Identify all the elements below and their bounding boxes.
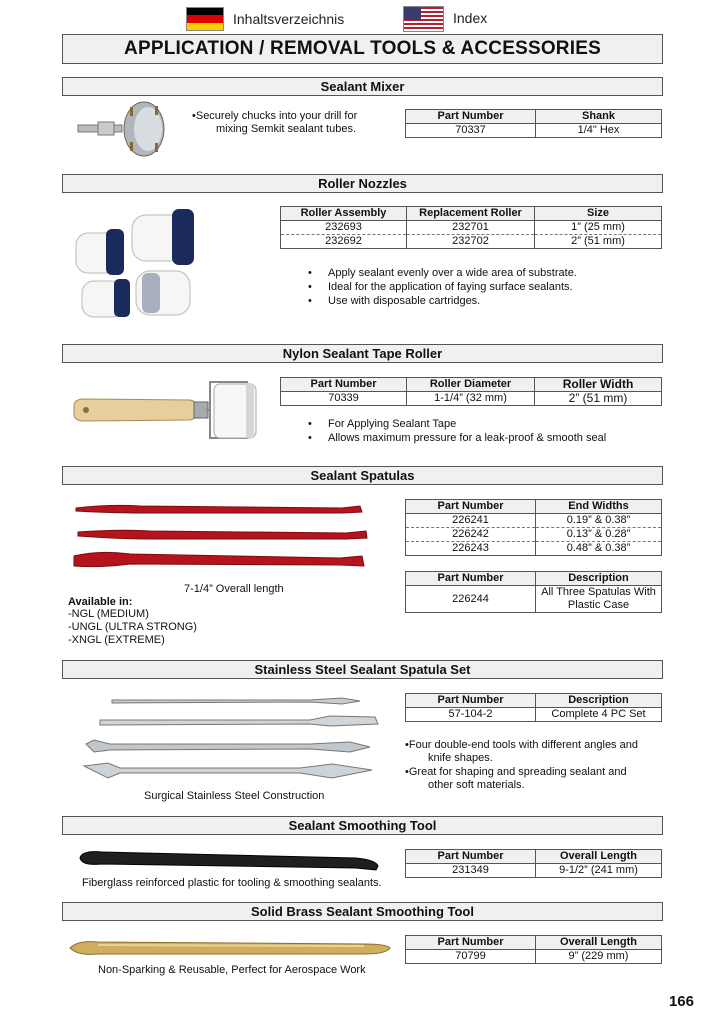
table-cell: 70799 <box>406 950 536 964</box>
col-header: Part Number <box>406 850 536 864</box>
list-item: • For Applying Sealant Tape <box>306 417 606 431</box>
col-header: Part Number <box>406 500 536 514</box>
col-header: Shank <box>536 110 662 124</box>
sealant-spatulas-image <box>70 498 370 580</box>
roller-nozzles-image <box>68 205 208 321</box>
table-cell: 70339 <box>281 392 407 406</box>
brass-tool-image <box>68 936 394 962</box>
table-cell: 232692 <box>281 235 407 249</box>
section-title-sealant-spatulas: Sealant Spatulas <box>62 466 663 485</box>
brass-tool-caption: Non-Sparking & Reusable, Perfect for Aerospace Work <box>98 964 366 976</box>
sealant-mixer-desc-line2: mixing Semkit sealant tubes. <box>216 123 357 135</box>
table-cell: 226242 <box>406 528 536 542</box>
roller-nozzles-bullets <box>306 266 577 308</box>
table-cell: 0.13” & 0.28” <box>536 528 662 542</box>
section-title-roller-nozzles: Roller Nozzles <box>62 174 663 193</box>
section-title-brass-tool: Solid Brass Sealant Smoothing Tool <box>62 902 663 921</box>
table-row <box>406 124 662 138</box>
table-cell: 2” (51 mm) <box>535 392 662 406</box>
smoothing-tool-image <box>76 846 386 876</box>
col-header: Overall Length <box>536 850 662 864</box>
spatula-case-table <box>405 571 662 613</box>
table-row <box>406 528 662 542</box>
table-cell: 1-1/4” (32 mm) <box>407 392 535 406</box>
available-option: -XNGL (EXTREME) <box>68 634 165 646</box>
us-flag-icon[interactable] <box>403 6 444 32</box>
toc-link[interactable]: Inhaltsverzeichnis <box>233 11 345 27</box>
list-item: • Allows maximum pressure for a leak-proof & smooth seal <box>306 431 606 445</box>
table-cell <box>536 586 662 613</box>
overall-length-label: 7-1/4” Overall length <box>184 583 284 595</box>
page-number: 166 <box>668 993 694 1010</box>
available-title: Available in: <box>68 596 133 608</box>
table-cell: Complete 4 PC Set <box>536 708 662 722</box>
table-row <box>406 708 662 722</box>
page-title: APPLICATION / REMOVAL TOOLS & ACCESSORIES <box>62 34 663 64</box>
index-link[interactable]: Index <box>453 10 488 26</box>
table-cell: 232693 <box>281 221 407 235</box>
list-item: • Use with disposable cartridges. <box>306 294 577 308</box>
table-row <box>281 392 662 406</box>
table-row <box>406 586 662 613</box>
stainless-set-caption: Surgical Stainless Steel Construction <box>144 790 325 802</box>
table-cell: 9” (229 mm) <box>536 950 662 964</box>
german-flag-icon[interactable] <box>186 7 224 31</box>
table-cell: 232702 <box>407 235 535 249</box>
col-header: Part Number <box>281 378 407 392</box>
col-header: Description <box>536 694 662 708</box>
table-cell: 57-104-2 <box>406 708 536 722</box>
col-header: Part Number <box>406 694 536 708</box>
col-header: End Widths <box>536 500 662 514</box>
table-cell: 226244 <box>406 586 536 613</box>
section-title-tape-roller: Nylon Sealant Tape Roller <box>62 344 663 363</box>
sealant-mixer-desc-line1: •Securely chucks into your drill for <box>192 110 358 122</box>
col-header: Replacement Roller <box>407 207 535 221</box>
stainless-set-table <box>405 693 662 722</box>
table-cell: 1” (25 mm) <box>535 221 662 235</box>
section-title-sealant-mixer: Sealant Mixer <box>62 77 663 96</box>
table-cell: 231349 <box>406 864 536 878</box>
smoothing-tool-caption: Fiberglass reinforced plastic for tooling & smoothing sealants. <box>82 877 382 889</box>
brass-tool-table <box>405 935 662 964</box>
stainless-bullet-1a: •Four double-end tools with different angles and <box>405 739 638 751</box>
col-header: Part Number <box>406 936 536 950</box>
tape-roller-table <box>280 377 662 406</box>
tape-roller-image <box>70 376 266 448</box>
smoothing-tool-table <box>405 849 662 878</box>
stainless-bullet-2a: •Great for shaping and spreading sealant and <box>405 766 627 778</box>
table-cell: 232701 <box>407 221 535 235</box>
stainless-set-image <box>80 690 380 786</box>
stainless-bullet-2b: other soft materials. <box>428 779 525 791</box>
available-option: -NGL (MEDIUM) <box>68 608 149 620</box>
sealant-spatulas-table <box>405 499 662 556</box>
list-item: • Ideal for the application of faying surface sealants. <box>306 280 577 294</box>
col-header: Roller Diameter <box>407 378 535 392</box>
col-header: Overall Length <box>536 936 662 950</box>
table-cell: 226243 <box>406 542 536 556</box>
available-option: -UNGL (ULTRA STRONG) <box>68 621 197 633</box>
desc-line: Plastic Case <box>567 599 630 611</box>
table-cell: 226241 <box>406 514 536 528</box>
col-header: Roller Assembly <box>281 207 407 221</box>
table-row <box>281 221 662 235</box>
table-cell: 1/4" Hex <box>536 124 662 138</box>
table-cell: 70337 <box>406 124 536 138</box>
table-row <box>406 950 662 964</box>
section-title-stainless-set: Stainless Steel Sealant Spatula Set <box>62 660 663 679</box>
list-item: • Apply sealant evenly over a wide area of substrate. <box>306 266 577 280</box>
table-row <box>406 542 662 556</box>
table-cell: 2” (51 mm) <box>535 235 662 249</box>
section-title-smoothing-tool: Sealant Smoothing Tool <box>62 816 663 835</box>
table-row <box>406 514 662 528</box>
table-row <box>281 235 662 249</box>
table-cell: 0.48” & 0.38” <box>536 542 662 556</box>
sealant-mixer-table <box>405 109 662 138</box>
table-row <box>406 864 662 878</box>
col-header: Part Number <box>406 572 536 586</box>
sealant-mixer-image <box>72 98 172 160</box>
col-header: Size <box>535 207 662 221</box>
table-cell: 0.19” & 0.38” <box>536 514 662 528</box>
col-header: Description <box>536 572 662 586</box>
roller-nozzles-table <box>280 206 662 249</box>
col-header: Roller Width <box>535 378 662 392</box>
tape-roller-bullets <box>306 417 606 445</box>
col-header: Part Number <box>406 110 536 124</box>
table-cell: 9-1/2” (241 mm) <box>536 864 662 878</box>
stainless-bullet-1b: knife shapes. <box>428 752 493 764</box>
desc-line: All Three Spatulas With <box>541 586 656 598</box>
